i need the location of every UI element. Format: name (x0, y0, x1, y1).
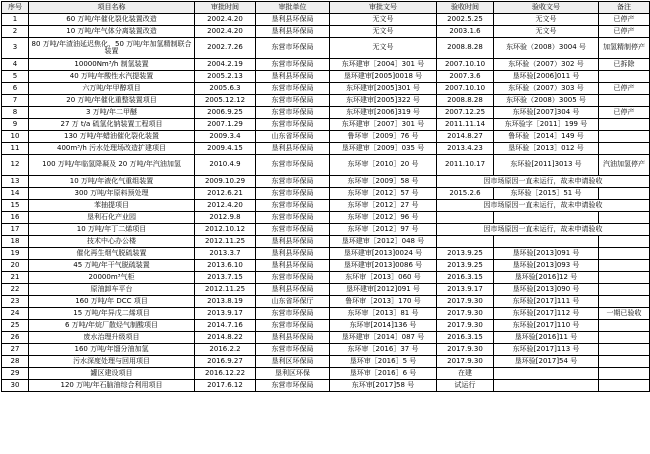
table-cell: 垦环建审［2014］087 号 (330, 332, 437, 344)
table-cell: 2013.9.17 (437, 284, 494, 296)
table-cell: 60 万吨/年催化裂化装置改造 (29, 14, 195, 26)
table-cell: 东环验[2017]111 号 (494, 296, 599, 308)
table-cell: 30 (2, 380, 29, 392)
table-cell: 因市场原因一直未运行，故未申请验收 (437, 224, 650, 236)
table-cell: 2014.8.27 (437, 131, 494, 143)
table-cell: 28 (2, 356, 29, 368)
table-cell: 20000m³气柜 (29, 272, 195, 284)
table-cell: 鲁环审［2009］76 号 (330, 131, 437, 143)
table-cell: 山东省环保厅 (256, 296, 330, 308)
table-cell: 东环验[2017]110 号 (494, 320, 599, 332)
table-row (2, 296, 650, 308)
column-header: 验收文号 (494, 2, 599, 14)
table-cell: 因市场原因一直未运行，故未申请验收 (437, 176, 650, 188)
table-cell: 2009.10.29 (195, 176, 256, 188)
table-cell: 80 万吨/年渣油延迟焦化、50 万吨/年加氢精制联合装置 (29, 38, 195, 59)
table-cell (599, 248, 650, 260)
table-cell: 垦环建审[2013]0024 号 (330, 248, 437, 260)
table-cell: 20 万吨/年催化重整装置项目 (29, 95, 195, 107)
table-cell (599, 380, 650, 392)
table-cell: 东环建审［2004］301 号 (330, 59, 437, 71)
table-cell: 2017.9.30 (437, 344, 494, 356)
table-cell: 垦利县环保局 (256, 26, 330, 38)
table-cell: 130 万吨/年蜡油催化裂化装置 (29, 131, 195, 143)
table-row (2, 308, 650, 320)
table-cell: 12 (2, 155, 29, 176)
table-cell (599, 344, 650, 356)
table-cell: 7 (2, 95, 29, 107)
table-cell: 4 (2, 59, 29, 71)
table-cell: 2012.9.8 (195, 212, 256, 224)
table-row (2, 332, 650, 344)
table-cell: 东营市环保局 (256, 155, 330, 176)
table-cell: 东营市环保局 (256, 212, 330, 224)
table-cell: 2005.6.3 (195, 83, 256, 95)
table-cell: 垦环验[2016]11 号 (494, 332, 599, 344)
table-cell: 东环审［2009］58 号 (330, 176, 437, 188)
table-cell: 3 万吨/年二甲醚 (29, 107, 195, 119)
table-cell: 10 万吨/年气体分离装置改造 (29, 26, 195, 38)
table-cell: 2005.12.12 (195, 95, 256, 107)
table-cell: 东营市环保局 (256, 107, 330, 119)
table-cell (599, 119, 650, 131)
table-cell: 垦环验［2013］012 号 (494, 143, 599, 155)
table-row (2, 176, 650, 188)
table-cell: 东环审［2012］96 号 (330, 212, 437, 224)
table-cell: 13 (2, 176, 29, 188)
table-row (2, 26, 650, 38)
column-header: 审批文号 (330, 2, 437, 14)
table-cell: 技术中心办公楼 (29, 236, 195, 248)
table-cell: 东营市环保局 (256, 119, 330, 131)
table-cell (599, 188, 650, 200)
table-cell: 东环验字［2011］199 号 (494, 119, 599, 131)
table-cell: 2003.1.6 (437, 26, 494, 38)
table-cell: 垦环建审［2012］048 号 (330, 236, 437, 248)
table-cell: 2007.1.29 (195, 119, 256, 131)
table-cell: 加氢精制停产 (599, 38, 650, 59)
table-cell: 2013.4.23 (437, 143, 494, 155)
table-cell: 2017.9.30 (437, 356, 494, 368)
table-cell: 9 (2, 119, 29, 131)
table-row (2, 155, 650, 176)
table-cell (494, 368, 599, 380)
table-row (2, 83, 650, 95)
table-cell (599, 260, 650, 272)
table-row (2, 380, 650, 392)
table-cell: 15 (2, 200, 29, 212)
table-cell: 160 万吨/年 DCC 项目 (29, 296, 195, 308)
table-cell: 已拆除 (599, 59, 650, 71)
table-cell: 2011.10.17 (437, 155, 494, 176)
table-cell: 罐区建设项目 (29, 368, 195, 380)
table-cell: 2005.2.13 (195, 71, 256, 83)
table-row (2, 272, 650, 284)
table-cell (599, 131, 650, 143)
table-cell: 2016.2.2 (195, 344, 256, 356)
table-cell: 鲁环审［2013］170 号 (330, 296, 437, 308)
table-cell: 24 (2, 308, 29, 320)
table-cell: 东环建审[2005]322 号 (330, 95, 437, 107)
table-cell: 东环验[2011]3013 号 (494, 155, 599, 176)
table-cell: 已停产 (599, 14, 650, 26)
table-row (2, 188, 650, 200)
table-cell: 2012.11.25 (195, 284, 256, 296)
table-cell: 6 万吨/年烷厂散烃气制酸项目 (29, 320, 195, 332)
table-row (2, 107, 650, 119)
table-cell: 东环审[2014]136 号 (330, 320, 437, 332)
table-cell: 东环审［2013］81 号 (330, 308, 437, 320)
table-cell (494, 236, 599, 248)
table-row (2, 368, 650, 380)
table-cell: 垦利石化产业园 (29, 212, 195, 224)
table-cell: 垦环建审[2005]0018 号 (330, 71, 437, 83)
table-cell: 45 万吨/年干气脱硫装置 (29, 260, 195, 272)
table-cell: 26 (2, 332, 29, 344)
table-cell: 东营市环保局 (256, 188, 330, 200)
table-cell: 垦利县环保局 (256, 248, 330, 260)
table-cell: 东环建审［2007］301 号 (330, 119, 437, 131)
table-cell: 垦环建审[2012]091 号 (330, 284, 437, 296)
table-cell: 10 (2, 131, 29, 143)
table-cell: 2016.9.27 (195, 356, 256, 368)
table-cell: 东营市环保局 (256, 380, 330, 392)
table-row (2, 38, 650, 59)
table-cell: 试运行 (437, 380, 494, 392)
table-cell: 东环建审[2005]301 号 (330, 83, 437, 95)
table-cell: 2007.10.10 (437, 59, 494, 71)
table-cell: 无文号 (330, 26, 437, 38)
table-cell: 垦环验[2013]090 号 (494, 284, 599, 296)
table-cell: 垦环审［2016］6 号 (330, 368, 437, 380)
table-cell: 120 万吨/年石脑油综合利用项目 (29, 380, 195, 392)
table-cell: 2013.9.17 (195, 308, 256, 320)
table-cell: 3 (2, 38, 29, 59)
table-cell: 29 (2, 368, 29, 380)
table-cell: 垦利县环保局 (256, 260, 330, 272)
table-cell: 已停产 (599, 83, 650, 95)
table-cell (437, 236, 494, 248)
table-cell: 2011.11.14 (437, 119, 494, 131)
table-cell: 东营市环保局 (256, 308, 330, 320)
table-cell: 1 (2, 14, 29, 26)
table-cell: 2008.8.28 (437, 38, 494, 59)
table-row (2, 344, 650, 356)
table-cell: 2006.9.25 (195, 107, 256, 119)
table-cell: 垦环建审[2013]0086 号 (330, 260, 437, 272)
table-cell: 垦利县环保局 (256, 284, 330, 296)
table-cell: 2013.3.7 (195, 248, 256, 260)
table-cell: 15 万吨/年异戊二烯项目 (29, 308, 195, 320)
table-cell: 东环审[2017]58 号 (330, 380, 437, 392)
table-cell: 22 (2, 284, 29, 296)
table-row (2, 320, 650, 332)
table-cell: 东环审［2016］37 号 (330, 344, 437, 356)
table-cell: 5 (2, 71, 29, 83)
table-row (2, 95, 650, 107)
table-cell (437, 212, 494, 224)
table-cell (599, 320, 650, 332)
table-row (2, 143, 650, 155)
table-cell: 废水治理升级项目 (29, 332, 195, 344)
table-cell: 17 (2, 224, 29, 236)
table-cell: 2002.5.25 (437, 14, 494, 26)
table-cell: 垦利区环保局 (256, 356, 330, 368)
table-cell: 2004.2.19 (195, 59, 256, 71)
table-cell: 垦环验[2013]093 号 (494, 260, 599, 272)
table-row (2, 212, 650, 224)
table-cell: 垦环审［2016］5 号 (330, 356, 437, 368)
table-cell: 垦环验[2017]54 号 (494, 356, 599, 368)
table-cell: 垦环验[2006]011 号 (494, 71, 599, 83)
table-cell (599, 236, 650, 248)
table-cell: 垦环验[2016]12 号 (494, 272, 599, 284)
table-cell: 2016.12.22 (195, 368, 256, 380)
table-cell: 2007.12.25 (437, 107, 494, 119)
table-cell: 东营市环保局 (256, 38, 330, 59)
table-cell: 垦利县环保局 (256, 71, 330, 83)
table-cell: 18 (2, 236, 29, 248)
table-cell: 2017.9.30 (437, 308, 494, 320)
table-body (2, 14, 650, 392)
table-cell: 无文号 (330, 14, 437, 26)
table-cell: 东环验（2007）302 号 (494, 59, 599, 71)
table-cell: 300 万吨/年原料预处理 (29, 188, 195, 200)
table-cell (599, 368, 650, 380)
column-header: 审批单位 (256, 2, 330, 14)
table-cell: 苯抽提项目 (29, 200, 195, 212)
table-cell: 东营市环保局 (256, 344, 330, 356)
column-header: 序号 (2, 2, 29, 14)
table-cell: 2007.3.6 (437, 71, 494, 83)
table-cell: 东营市环保局 (256, 320, 330, 332)
table-cell: 2002.7.26 (195, 38, 256, 59)
table-cell (599, 296, 650, 308)
table-row (2, 260, 650, 272)
table-cell: 垦环建审［2009］035 号 (330, 143, 437, 155)
table-cell: 东环审［2012］57 号 (330, 188, 437, 200)
table-row (2, 236, 650, 248)
table-cell: 2012.6.21 (195, 188, 256, 200)
table-cell: 垦利县环保局 (256, 332, 330, 344)
table-cell: 垦利县环保局 (256, 143, 330, 155)
table-cell: 东环验[2017]112 号 (494, 308, 599, 320)
table-cell: 2 (2, 26, 29, 38)
table-row (2, 284, 650, 296)
table-cell (599, 71, 650, 83)
table-cell: 2015.2.6 (437, 188, 494, 200)
table-cell: 原油卸车平台 (29, 284, 195, 296)
table-cell: 在建 (437, 368, 494, 380)
table-cell (494, 212, 599, 224)
table-cell: 20 (2, 260, 29, 272)
table-cell (599, 272, 650, 284)
table-cell: 2012.10.12 (195, 224, 256, 236)
table-cell: 山东省环保局 (256, 131, 330, 143)
column-header: 验收时间 (437, 2, 494, 14)
table-cell: 垦利县环保局 (256, 236, 330, 248)
table-cell: 东环验［2015］51 号 (494, 188, 599, 200)
table-cell (599, 95, 650, 107)
column-header: 项目名称 (29, 2, 195, 14)
table-cell: 已停产 (599, 107, 650, 119)
table-cell: 160 万吨/年馏分油加氢 (29, 344, 195, 356)
table-cell: 已停产 (599, 26, 650, 38)
table-cell: 40 万吨/年酸性水汽提装置 (29, 71, 195, 83)
table-cell: 14 (2, 188, 29, 200)
table-cell: 2016.3.15 (437, 272, 494, 284)
table-cell: 16 (2, 212, 29, 224)
table-cell: 11 (2, 143, 29, 155)
table-cell: 100 万吨/年临氢降凝及 20 万吨/年汽油加氢 (29, 155, 195, 176)
table-cell: 400m³/h 污水处理场改造扩建项目 (29, 143, 195, 155)
table-cell: 东环审［2012］27 号 (330, 200, 437, 212)
table-cell: 2009.4.15 (195, 143, 256, 155)
table-row (2, 356, 650, 368)
table-cell: 10 万吨/年液化气重组装置 (29, 176, 195, 188)
table-cell: 2002.4.20 (195, 26, 256, 38)
table-cell: 东环验[2017]113 号 (494, 344, 599, 356)
table-cell: 东环审［2013］060 号 (330, 272, 437, 284)
table-cell: 2013.9.25 (437, 248, 494, 260)
table-cell: 2017.6.12 (195, 380, 256, 392)
table-cell: 东环验[2007]304 号 (494, 107, 599, 119)
table-cell: 无文号 (494, 26, 599, 38)
table-cell: 东营市环保局 (256, 95, 330, 107)
table-cell: 无文号 (494, 14, 599, 26)
table-row (2, 248, 650, 260)
table-cell: 2010.4.9 (195, 155, 256, 176)
table-cell: 东营市环保局 (256, 83, 330, 95)
table-cell: 催化再生烟气脱硫装置 (29, 248, 195, 260)
table-row (2, 200, 650, 212)
table-cell (599, 143, 650, 155)
table-cell (494, 380, 599, 392)
table-cell: 2013.8.19 (195, 296, 256, 308)
table-cell: 2007.10.10 (437, 83, 494, 95)
table-cell: 27 万 t/a 硫氢化钠装置工程项目 (29, 119, 195, 131)
table-cell: 2013.9.25 (437, 260, 494, 272)
table-cell: 东营市环保局 (256, 59, 330, 71)
table-cell: 东环审［2012］97 号 (330, 224, 437, 236)
table-cell: 鲁环验［2014］149 号 (494, 131, 599, 143)
table-row (2, 59, 650, 71)
table-cell: 2008.8.28 (437, 95, 494, 107)
table-cell: 21 (2, 272, 29, 284)
header-row (2, 2, 650, 14)
table-cell: 垦环验[2013]091 号 (494, 248, 599, 260)
projects-table (1, 1, 650, 392)
table-cell: 6 (2, 83, 29, 95)
table-cell: 2012.11.25 (195, 236, 256, 248)
table-cell: 一期已验收 (599, 308, 650, 320)
table-cell: 2013.7.15 (195, 272, 256, 284)
table-cell: 东环验（2007）303 号 (494, 83, 599, 95)
table-cell: 2016.3.15 (437, 332, 494, 344)
table-cell (599, 284, 650, 296)
table-cell: 东营市环保局 (256, 272, 330, 284)
table-cell: 2013.6.10 (195, 260, 256, 272)
column-header: 备注 (599, 2, 650, 14)
table-cell: 25 (2, 320, 29, 332)
table-cell: 东营市环保局 (256, 200, 330, 212)
table-row (2, 119, 650, 131)
table-cell: 东营市环保局 (256, 224, 330, 236)
table-cell: 垦利县环保局 (256, 14, 330, 26)
table-cell (599, 356, 650, 368)
table-row (2, 224, 650, 236)
table-cell: 六万吨/年甲醇项目 (29, 83, 195, 95)
table-cell: 23 (2, 296, 29, 308)
table-cell: 2002.4.20 (195, 14, 256, 26)
table-cell: 汽油加氢停产 (599, 155, 650, 176)
table-cell: 东营市环保局 (256, 176, 330, 188)
table-row (2, 71, 650, 83)
table-cell: 8 (2, 107, 29, 119)
table-cell: 27 (2, 344, 29, 356)
table-cell: 19 (2, 248, 29, 260)
table-cell: 垦利区环保 (256, 368, 330, 380)
table-cell: 东环验（2008）3005 号 (494, 95, 599, 107)
table-cell: 2012.4.20 (195, 200, 256, 212)
table-cell: 2017.9.30 (437, 320, 494, 332)
table-cell: 污水深度处理与回用项目 (29, 356, 195, 368)
table-cell: 2009.3.4 (195, 131, 256, 143)
table-row (2, 14, 650, 26)
table-cell: 因市场原因一直未运行，故未申请验收 (437, 200, 650, 212)
table-cell (599, 332, 650, 344)
table-cell: 无文号 (330, 38, 437, 59)
table-cell: 东环建审[2006]319 号 (330, 107, 437, 119)
table-cell: 东环审［2010］20 号 (330, 155, 437, 176)
table-cell: 10000Nm³/h 制氢装置 (29, 59, 195, 71)
table-cell: 2014.7.16 (195, 320, 256, 332)
table-cell: 2017.9.30 (437, 296, 494, 308)
table-cell (599, 212, 650, 224)
table-cell: 10 万吨/年丁二烯项目 (29, 224, 195, 236)
table-cell: 东环验（2008）3004 号 (494, 38, 599, 59)
column-header: 审批时间 (195, 2, 256, 14)
table-row (2, 131, 650, 143)
table-cell: 2014.8.22 (195, 332, 256, 344)
